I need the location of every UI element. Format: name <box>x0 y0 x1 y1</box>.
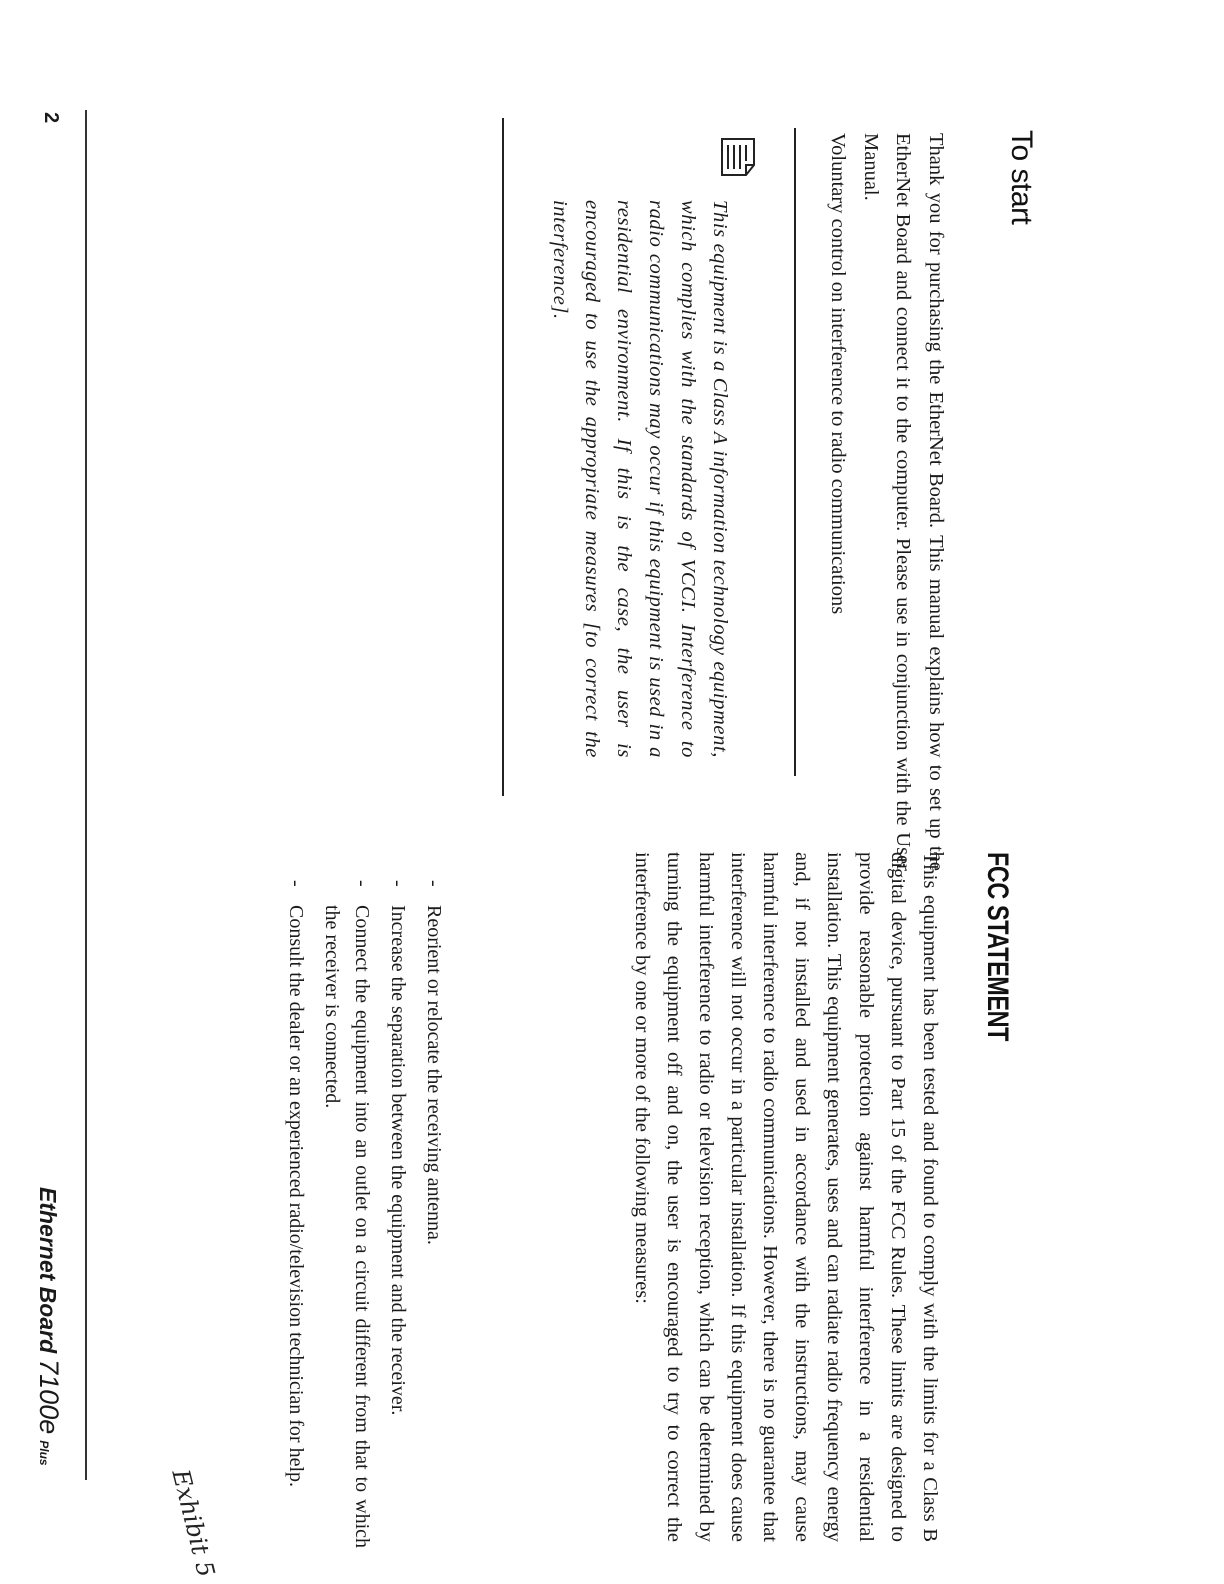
list-item: - Consult the dealer or an experienced radio/television technician for help. <box>285 880 307 1488</box>
footer-title <box>33 1187 64 1466</box>
section-title: FCC STATEMENT <box>981 852 1014 1042</box>
measures-list <box>275 880 449 1548</box>
list-item: - Connect the equipment into an outlet on a circuit different from that to which the receiver is connected. <box>321 880 373 1548</box>
handwritten-exhibit-mark: Exhibit 5 <box>166 1466 221 1580</box>
list-item: - Reorient or relocate the receiving antenna. <box>423 880 445 1245</box>
intro-paragraph <box>822 133 952 871</box>
plus-label: Plus <box>37 1440 51 1466</box>
list-item: - Increase the separation between the equipment and the receiver. <box>387 880 409 1416</box>
vcci-heading: Voluntary control on interference to radio communications <box>827 133 850 615</box>
page-title: To start <box>1005 130 1038 225</box>
model-number: 7100e <box>34 1359 64 1435</box>
intro-text: Thank you for purchasing the EtherNet Board. This manual explains how to set up the EtherNet Board and connect it to the computer. Please use in conjunction with the User Manual. <box>860 133 947 871</box>
note-icon <box>720 137 756 177</box>
page-number: 2 <box>40 112 62 124</box>
fcc-paragraph: This equipment has been tested and found to comply with the limits for a Class B digital device, pursuant to Part 15 of the FCC Rules. These limits are designed to provide reasonable protection against harmful interference in a residential installation. This equipment generates, uses and can radiate radio frequency energy and, if not installed and used in accordance with the instructions, may cause harmful interference to radio communications. However, there is no guarantee that interference will not occur in a particular installation. If this equipment does cause harmful interference to radio or television reception, which can be determined by turning the equipment off and on, the user is encouraged to try to correct the interference by one or more of the following measures: <box>631 852 941 1542</box>
footer-rule <box>86 110 88 1480</box>
brand-name: Ethernet Board <box>35 1187 61 1354</box>
top-rule <box>794 128 796 776</box>
vcci-note: This equipment is a Class A information technology equipment, which complies with the standards of VCCI. Interference to radio communications may occur if this equipment is used in a residential environment. If this is the case, the user is encouraged to use the appropriate measures [to correct the interference]. <box>549 200 731 758</box>
bottom-rule <box>502 118 504 796</box>
